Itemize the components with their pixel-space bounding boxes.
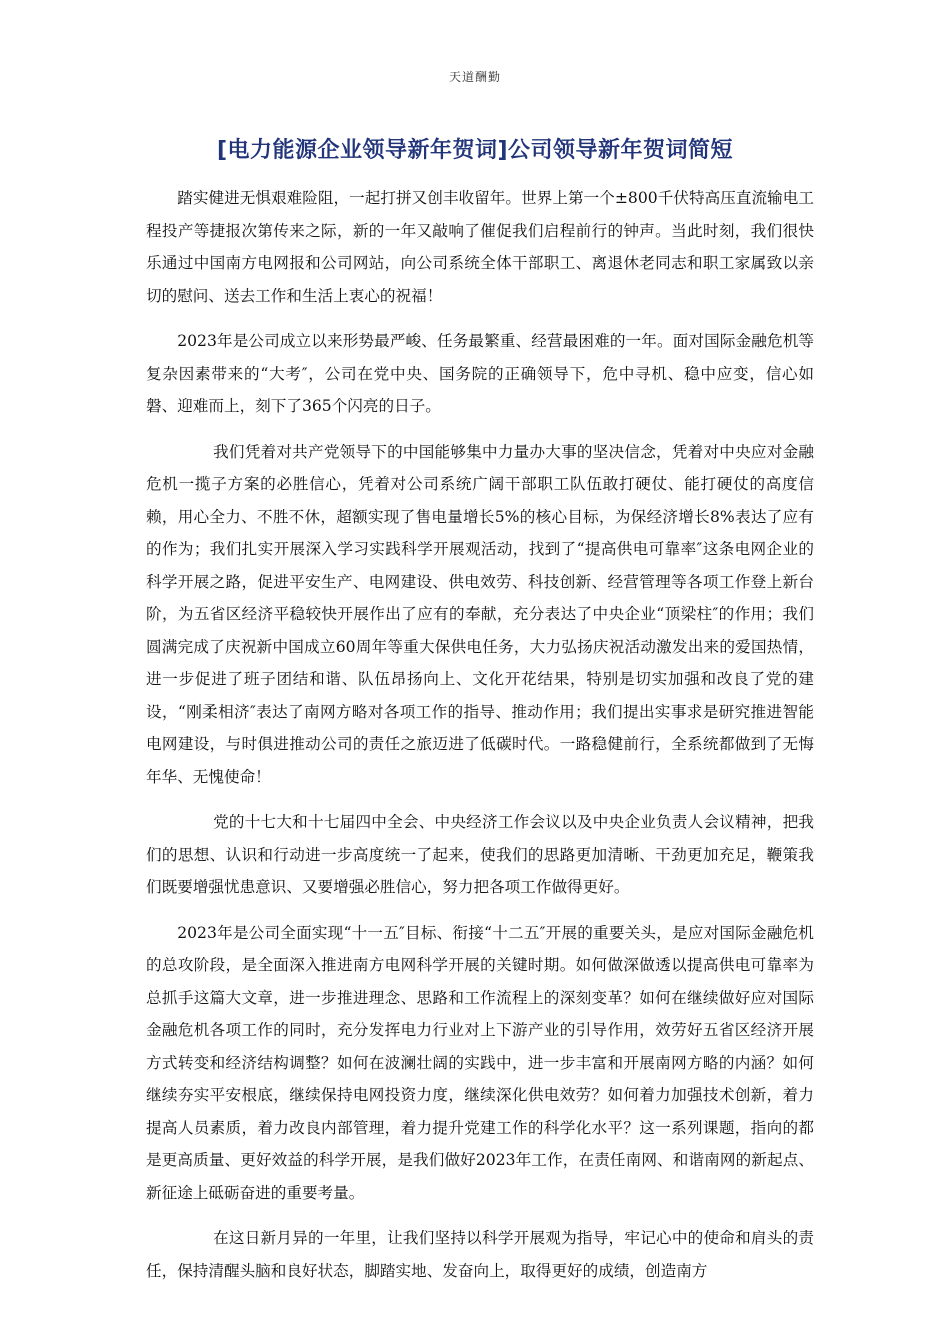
paragraph: 在这日新月异的一年里，让我们坚持以科学开展观为指导，牢记心中的使命和肩头的责任，保持清醒头脑和良好状态，脚踏实地、发奋向上，取得更好的成绩，创造南方 [146,1229,814,1280]
document-title: [电力能源企业领导新年贺词]公司领导新年贺词简短 [216,138,734,163]
paragraph: 党的十七大和十七届四中全会、中央经济工作会议以及中央企业负责人会议精神，把我们的思想、认识和行动进一步高度统一了起来，使我们的思路更加清晰、干劲更加充足，鞭策我们既要增强忧患意识、又要增强必胜信心，努力把各项工作做得更好。 [146,813,814,896]
paragraph: 踏实健进无惧艰难险阻，一起打拼又创丰收留年。世界上第一个±800千伏特高压直流输电工程投产等捷报次第传来之际，新的一年又敲响了催促我们启程前行的钟声。当此时刻，我们很快乐通过中国南方电网报和公司网站，向公司系统全体干部职工、离退休老同志和职工家属致以亲切的慰问、送去工作和生活上衷心的祝福！ [146,189,814,305]
paragraph: 我们凭着对共产党领导下的中国能够集中力量办大事的坚决信念，凭着对中央应对金融危机一揽子方案的必胜信心，凭着对公司系统广阔干部职工队伍敢打硬仗、能打硬仗的高度信赖，用心全力、不胜不休，超额实现了售电量增长5%的核心目标，为保经济增长8%表达了应有的作为；我们扎实开展深入学习实践科学开展观活动，找到了“提高供电可靠率″这条电网企业的科学开展之路，促进平安生产、电网建设、供电效劳、科技创新、经营管理等各项工作登上新台阶，为五省区经济平稳较快开展作出了应有的奉献，充分表达了中央企业“顶梁柱″的作用；我们圆满完成了庆祝新中国成立60周年等重大保供电任务，大力弘扬庆祝活动激发出来的爱国热情，进一步促进了班子团结和谐、队伍昂扬向上、文化开花结果，特别是切实加强和改良了党的建设，“刚柔相济″表达了南网方略对各项工作的指导、推动作用；我们提出实事求是研究推进智能电网建设，与时俱进推动公司的责任之旅迈进了低碳时代。一路稳健前行，全系统都做到了无悔年华、无愧使命！ [146,442,814,786]
paragraph: 2023年是公司全面实现“十一五″目标、衔接“十二五″开展的重要关头，是应对国际金融危机的总攻阶段，是全面深入推进南方电网科学开展的关键时期。如何做深做透以提高供电可靠率为总抓手这篇大文章，进一步推进理念、思路和工作流程上的深刻变革？如何在继续做好应对国际金融危机各项工作的同时，充分发挥电力行业对上下游产业的引导作用，效劳好五省区经济开展方式转变和经济结构调整？如何在波澜壮阔的实践中，进一步丰富和开展南网方略的内涵？如何继续夯实平安根底，继续保持电网投资力度，继续深化供电效劳？如何着力加强技术创新，着力提高人员素质，着力改良内部管理，着力提升党建工作的科学化水平？这一系列课题，指向的都是更高质量、更好效益的科学开展，是我们做好2023年工作，在责任南网、和谐南网的新起点、新征途上砥砺奋进的重要考量。 [146,923,814,1202]
header-mark: 天道酬勤 [448,70,501,84]
document-body [146,182,814,1300]
paragraph: 2023年是公司成立以来形势最严峻、任务最繁重、经营最困难的一年。面对国际金融危机等复杂因素带来的“大考″，公司在党中央、国务院的正确领导下，危中寻机、稳中应变，信心如磐、迎难而上，刻下了365个闪亮的日子。 [146,332,814,415]
